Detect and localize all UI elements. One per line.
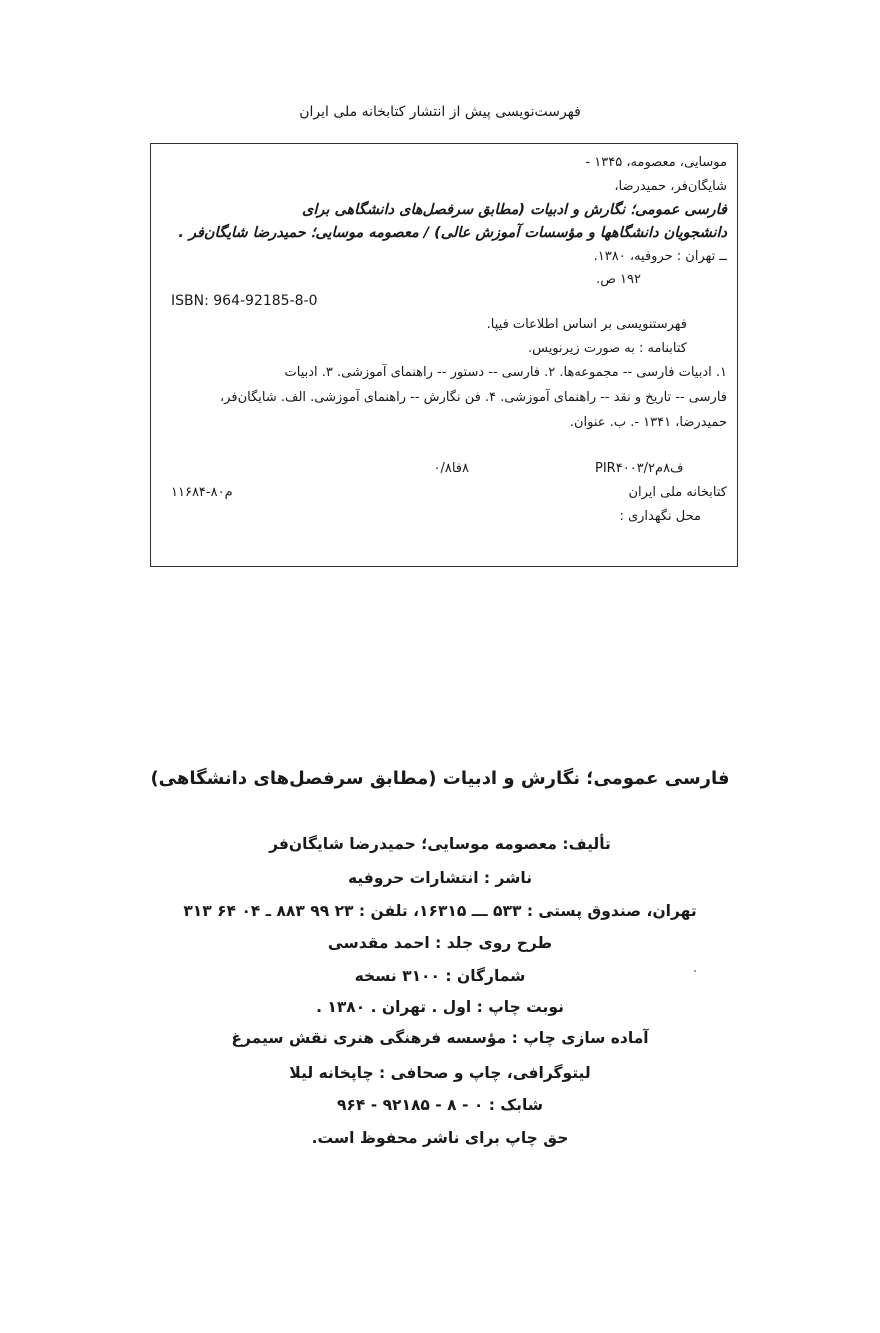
cip-pages: ۱۹۲ ص.: [596, 272, 641, 287]
imprint-edition: نوبت چاپ : اول . تهران . ۱۳۸۰ .: [316, 998, 564, 1016]
cip-lc-class: PIR۴۰۰۳/ف۸م۲: [595, 461, 684, 476]
cip-author: موسایی، معصومه، ۱۳۴۵ -: [585, 155, 727, 170]
cip-isbn: ISBN: 964-92185-8-0: [171, 293, 318, 309]
imprint-cover-design: طرح روی جلد : احمد مقدسی: [327, 934, 553, 952]
cip-dewey-class: ۸فا۰/۸: [433, 461, 469, 476]
cip-fipa-note: فهرستنویسی بر اساس اطلاعات فیپا.: [486, 317, 687, 332]
cip-control-number: م۸۰-۱۱۶۸۴: [171, 485, 233, 500]
imprint-address: تهران، صندوق پستی : ۵۳۳ ـــ ۱۶۳۱۵، تلفن : ۲۳ ۹۹ ۸۸۳ ـ ۰۴ ۶۴ ۳۱۳: [183, 902, 697, 920]
imprint-print-run: شمارگان : ۳۱۰۰ نسخه: [354, 967, 526, 985]
scan-speck: [694, 970, 696, 972]
imprint-copyright: حق چاپ برای ناشر محفوظ است.: [311, 1129, 569, 1147]
cip-subjects-line-2: فارسی -- تاریخ و نقد -- راهنمای آموزشی. ۴. فن نگارش -- راهنمای آموزشی. الف. شایگان‌فر،: [219, 390, 727, 405]
cip-record-box: [150, 143, 738, 567]
cip-subjects-line-1: ۱. ادبیات فارسی -- مجموعه‌ها. ۲. فارسی -- دستور -- راهنمای آموزشی. ۳. ادبیات: [284, 365, 727, 380]
cip-subjects-line-3: حمیدرضا، ۱۳۴۱ -. ب. عنوان.: [569, 415, 727, 430]
cip-bibliography-note: کتابنامه : به صورت زیرنویس.: [527, 341, 687, 356]
cip-title-line-1: فارسی عمومی؛ نگارش و ادبیات (مطابق سرفصل‌های دانشگاهی برای: [301, 202, 727, 218]
cip-header: فهرست‌نویسی پیش از انتشار کتابخانه ملی ایران: [299, 104, 581, 120]
book-title: فارسی عمومی؛ نگارش و ادبیات (مطابق سرفصل‌های دانشگاهی): [150, 768, 730, 789]
imprint-printing: لیتوگرافی، چاپ و صحافی : چاپخانه لیلا: [289, 1064, 591, 1082]
cip-coauthor: شایگان‌فر، حمیدرضا،: [614, 179, 727, 194]
cip-library-label: کتابخانه ملی ایران: [628, 485, 727, 500]
cip-publication: ــ تهران : حروفیه، ۱۳۸۰.: [593, 249, 727, 264]
cip-location-label: محل نگهداری :: [619, 509, 701, 524]
imprint-authors: تألیف: معصومه موسایی؛ حمیدرضا شایگان‌فر: [269, 835, 611, 853]
imprint-prepress: آماده سازی چاپ : مؤسسه فرهنگی هنری نقش سیمرغ: [231, 1029, 649, 1047]
imprint-isbn: شابک : ۰ - ۸ - ۹۲۱۸۵ - ۹۶۴: [336, 1096, 544, 1114]
imprint-publisher: ناشر : انتشارات حروفیه: [347, 869, 533, 887]
cip-title-line-2: دانشجویان دانشگاهها و مؤسسات آموزش عالی) / معصومه موسایی؛ حمیدرضا شایگان‌فر .: [178, 225, 727, 241]
